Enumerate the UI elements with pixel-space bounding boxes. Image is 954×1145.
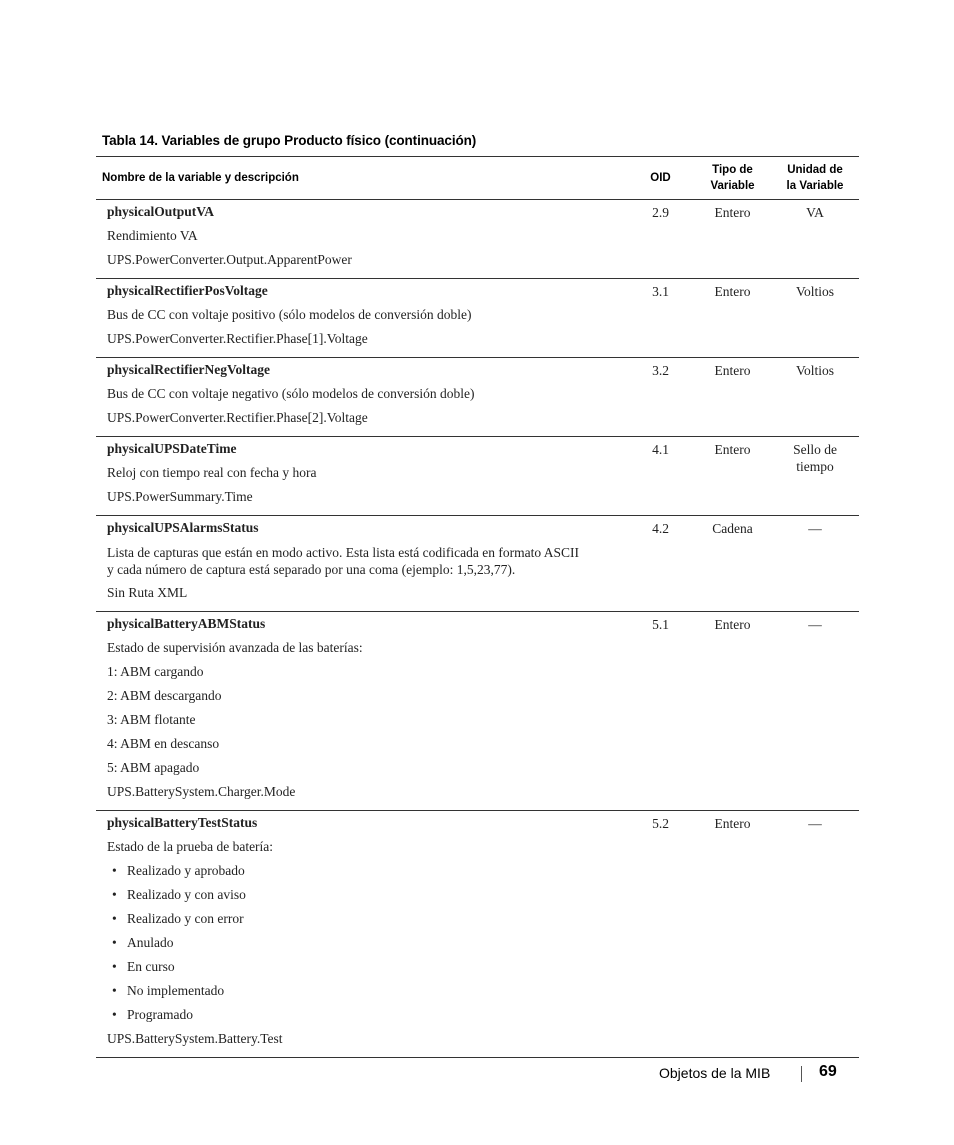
unit-cell: — [771,612,859,811]
table-row [96,516,859,612]
xml-path: UPS.PowerConverter.Rectifier.Phase[2].Voltage [107,410,368,425]
variable-cell [96,811,627,1058]
variable-description: Estado de supervisión avanzada de las baterías: [107,640,363,655]
table-caption: Tabla 14. Variables de grupo Producto físico (continuación) [102,133,477,148]
list-item: 3: ABM flotante [107,712,196,727]
variable-name: physicalOutputVA [107,204,215,219]
variable-description: Reloj con tiempo real con fecha y hora [107,465,317,480]
bullet-icon: • [112,959,117,974]
table-row [96,358,859,437]
footer-section-title: Objetos de la MIB [659,1065,771,1081]
variable-description: Bus de CC con voltaje positivo (sólo modelos de conversión doble) [107,307,472,322]
table-row [96,612,859,811]
bullet-icon: • [112,863,117,878]
variable-cell [96,279,627,358]
unit-cell: Voltios [771,279,859,358]
oid-cell: 3.1 [627,279,694,358]
bullet-text: Realizado y aprobado [127,863,245,878]
xml-path: UPS.PowerSummary.Time [107,489,253,504]
xml-path: UPS.PowerConverter.Rectifier.Phase[1].Voltage [107,331,368,346]
type-cell: Entero [694,811,771,1058]
table-row [96,437,859,516]
type-cell: Cadena [694,516,771,612]
table-row [96,200,859,279]
variable-name: physicalRectifierPosVoltage [107,283,268,298]
variable-name: physicalBatteryABMStatus [107,616,266,631]
variable-description: Rendimiento VA [107,228,198,243]
unit-cell: — [771,811,859,1058]
header-name: Nombre de la variable y descripción [96,157,627,200]
description-line1: Lista de capturas que están en modo activo. Esta lista está codificada en formato ASCII [107,545,579,560]
oid-cell: 2.9 [627,200,694,279]
type-cell: Entero [694,200,771,279]
oid-cell: 5.2 [627,811,694,1058]
unit-cell: Voltios [771,358,859,437]
unit-cell: — [771,516,859,612]
unit-line2: tiempo [796,459,834,474]
bullet-text: No implementado [127,983,225,998]
variable-cell [96,437,627,516]
list-item: 4: ABM en descanso [107,736,220,751]
xml-path: UPS.PowerConverter.Output.ApparentPower [107,252,352,267]
oid-cell: 3.2 [627,358,694,437]
oid-cell: 4.1 [627,437,694,516]
list-item: 2: ABM descargando [107,688,222,703]
table-row [96,811,859,1058]
bullet-text: Realizado y con aviso [127,887,246,902]
header-oid: OID [627,157,694,200]
bullet-item [107,983,627,1007]
header-type-line1: Tipo de [712,164,753,176]
variable-description: Estado de la prueba de batería: [107,839,274,854]
unit-cell: VA [771,200,859,279]
description-line2: y cada número de captura está separado por una coma (ejemplo: 1,5,23,77). [107,562,516,577]
header-unit-line2: la Variable [786,180,844,192]
variable-name: physicalUPSDateTime [107,441,237,456]
mib-variables-table [96,156,859,1058]
bullet-item [107,959,627,983]
type-cell: Entero [694,437,771,516]
variable-cell [96,516,627,612]
variable-cell [96,358,627,437]
bullet-text: Anulado [127,935,174,950]
bullet-icon: • [112,935,117,950]
page-number: 69 [819,1063,837,1080]
type-cell: Entero [694,358,771,437]
variable-name: physicalUPSAlarmsStatus [107,520,259,535]
header-type-line2: Variable [710,180,755,192]
bullet-item [107,911,627,935]
bullet-item [107,935,627,959]
list-item: 5: ABM apagado [107,760,200,775]
oid-cell: 5.1 [627,612,694,811]
bullet-text: En curso [127,959,175,974]
variable-name: physicalBatteryTestStatus [107,815,258,830]
bullet-item [107,1007,627,1031]
bullet-icon: • [112,887,117,902]
xml-path: UPS.BatterySystem.Battery.Test [107,1031,283,1046]
footer-divider [801,1066,802,1082]
variable-cell [96,200,627,279]
bullet-item [107,887,627,911]
variable-cell [96,612,627,811]
xml-path: Sin Ruta XML [107,585,188,600]
type-cell: Entero [694,279,771,358]
table-row [96,279,859,358]
bullet-text: Programado [127,1007,193,1022]
type-cell: Entero [694,612,771,811]
header-type [694,157,771,200]
bullet-icon: • [112,911,117,926]
bullet-icon: • [112,983,117,998]
variable-description: Bus de CC con voltaje negativo (sólo modelos de conversión doble) [107,386,475,401]
oid-cell: 4.2 [627,516,694,612]
list-item: 1: ABM cargando [107,664,204,679]
header-unit-line1: Unidad de [787,164,843,176]
bullet-text: Realizado y con error [127,911,244,926]
variable-description [107,544,627,578]
variable-name: physicalRectifierNegVoltage [107,362,270,377]
bullet-item [107,863,627,887]
xml-path: UPS.BatterySystem.Charger.Mode [107,784,296,799]
bullet-icon: • [112,1007,117,1022]
table-header-row [96,157,859,200]
unit-cell [771,437,859,516]
unit-line1: Sello de [793,442,837,457]
header-unit [771,157,859,200]
